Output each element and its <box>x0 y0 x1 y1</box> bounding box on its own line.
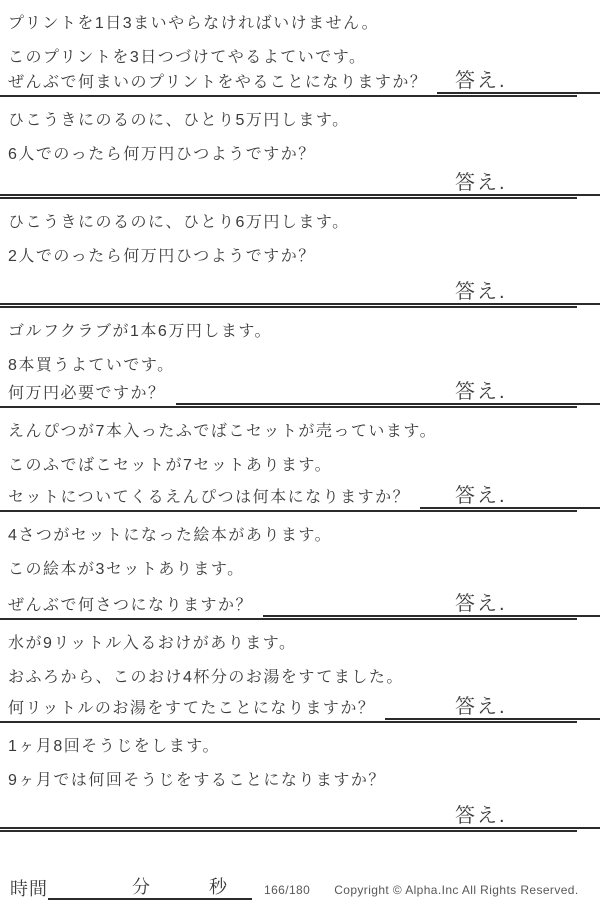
problem-statement-line-2: 9ヶ月では何回そうじをすることになりますか？ <box>8 771 386 789</box>
problem-question: ぜんぶで何さつになりますか？ <box>8 596 254 614</box>
answer-blank-line <box>420 507 600 509</box>
time-label: 時間 <box>10 879 48 900</box>
problem-question: ぜんぶで何まいのプリントをやることになりますか？ <box>8 73 428 91</box>
problem-statement-line-1: プリントを1日3まいやらなければいけません。 <box>8 14 380 32</box>
answer-blank-line <box>0 194 600 196</box>
answer-label: 答え. <box>455 485 507 507</box>
answer-blank-line <box>176 403 600 405</box>
problem-block <box>0 620 600 723</box>
problem-statement-line-2: 2人でのったら何万円ひつようですか？ <box>8 247 316 265</box>
problem-question: 何リットルのお湯をすてたことになりますか？ <box>8 699 376 717</box>
question-row <box>8 696 600 720</box>
problem-statement-line-1: ひこうきにのるのに、ひとり6万円します。 <box>8 213 350 231</box>
answer-label: 答え. <box>455 70 507 92</box>
minutes-label: 分 <box>132 877 151 898</box>
problem-statement-line-1: ゴルフクラブが1本6万円します。 <box>8 322 273 340</box>
answer-blank-line <box>437 92 600 94</box>
problem-block <box>0 199 600 308</box>
question-row <box>8 593 600 617</box>
page-number: 166/180 <box>264 883 311 897</box>
problem-question: 何万円必要ですか？ <box>8 384 166 402</box>
problem-statement-line-2: このふでばこセットが7セットあります。 <box>8 456 333 474</box>
answer-blank-line <box>385 718 600 720</box>
seconds-label: 秒 <box>209 877 228 898</box>
problem-block <box>0 723 600 832</box>
answer-label: 答え. <box>455 696 507 718</box>
problem-statement-line-2: 8本買うよていです。 <box>8 356 175 374</box>
answer-blank-line <box>0 827 600 829</box>
answer-blank-line <box>263 615 600 617</box>
time-entry <box>10 878 252 900</box>
problem-question: セットについてくるえんぴつは何本になりますか？ <box>8 488 411 506</box>
problem-block <box>0 512 600 620</box>
answer-label: 答え. <box>455 593 507 615</box>
problem-statement-line-1: ひこうきにのるのに、ひとり5万円します。 <box>8 111 350 129</box>
problem-statement-line-2: 6人でのったら何万円ひつようですか？ <box>8 145 316 163</box>
problem-statement-line-2: おふろから、このおけ4杯分のお湯をすてました。 <box>8 668 404 686</box>
answer-blank-line <box>0 303 600 305</box>
answer-label: 答え. <box>455 381 507 403</box>
question-row <box>8 70 600 94</box>
credit-group <box>264 883 579 900</box>
problem-statement-line-1: 1ヶ月8回そうじをします。 <box>8 737 221 755</box>
problem-statement-line-2: この絵本が3セットあります。 <box>8 560 245 578</box>
question-row <box>0 194 600 196</box>
copyright-text: Copyright © Alpha.Inc All Rights Reserved. <box>334 883 579 897</box>
problem-statement-line-1: 水が9リットル入るおけがあります。 <box>8 634 297 652</box>
time-blank-line <box>48 878 252 900</box>
problem-statement-line-1: えんぴつが7本入ったふでばこセットが売っています。 <box>8 422 438 440</box>
answer-label: 答え. <box>455 172 507 194</box>
answer-label: 答え. <box>455 805 507 827</box>
problem-block <box>0 308 600 408</box>
problem-block <box>0 97 600 199</box>
problem-block <box>0 408 600 512</box>
question-row <box>0 303 600 305</box>
question-row <box>8 381 600 405</box>
question-row <box>8 485 600 509</box>
answer-label: 答え. <box>455 281 507 303</box>
question-row <box>0 827 600 829</box>
footer <box>10 878 596 900</box>
problem-statement-line-2: このプリントを3日つづけてやるよていです。 <box>8 48 367 66</box>
problem-block <box>0 0 600 97</box>
problem-statement-line-1: 4さつがセットになった絵本があります。 <box>8 526 333 544</box>
